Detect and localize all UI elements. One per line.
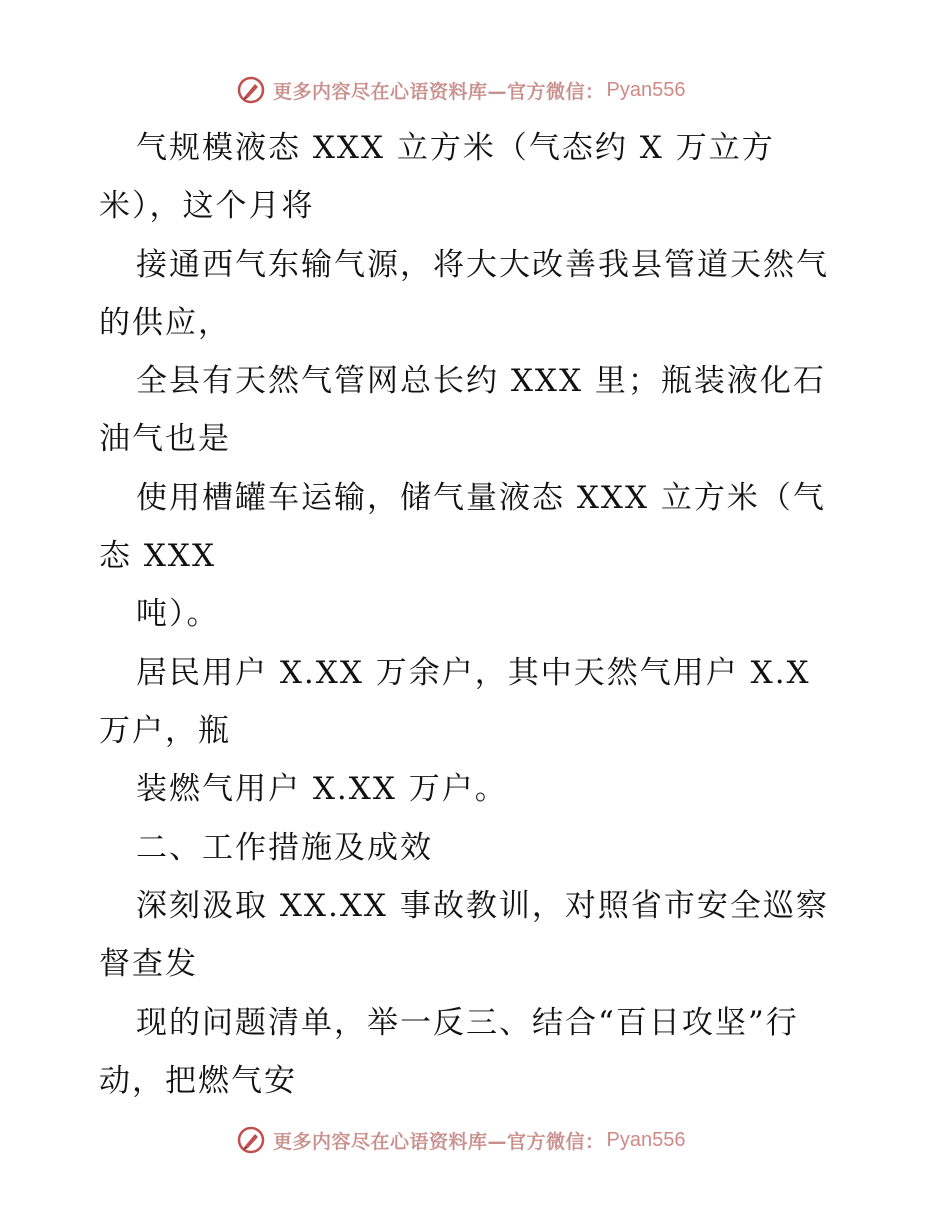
section-heading: 二、工作措施及成效 bbox=[136, 830, 433, 866]
text-line: 吨）。 bbox=[136, 596, 220, 632]
footer-watermark bbox=[237, 1123, 685, 1157]
text-line: 态 XXX bbox=[99, 538, 217, 574]
watermark-account: Pyan556 bbox=[606, 1128, 686, 1151]
text-line: 全县有天然气管网总长约 XXX 里；瓶装液化石 bbox=[136, 363, 826, 399]
text-line: 油气也是 bbox=[99, 421, 231, 457]
text-line: 现的问题清单，举一反三、结合“百日攻坚”行 bbox=[136, 1005, 799, 1041]
text-line: 气规模液态 XXX 立方米（气态约 X 万立方 bbox=[136, 130, 775, 166]
watermark-account: Pyan556 bbox=[606, 78, 686, 101]
text-line: 装燃气用户 X.XX 万户。 bbox=[136, 771, 508, 807]
watermark-text: 更多内容尽在心语资料库—官方微信： bbox=[273, 1130, 605, 1153]
text-line: 米），这个月将 bbox=[99, 188, 315, 224]
text-line: 居民用户 X.XX 万余户，其中天然气用户 X.X bbox=[136, 655, 811, 691]
text-line: 接通西气东输气源，将大大改善我县管道天然气 bbox=[136, 247, 829, 283]
text-line: 督查发 bbox=[99, 946, 198, 982]
pen-logo-icon bbox=[237, 1126, 265, 1154]
text-line: 深刻汲取 XX.XX 事故教训，对照省市安全巡察 bbox=[136, 888, 829, 924]
text-line: 的供应， bbox=[99, 305, 231, 341]
text-line: 万户，瓶 bbox=[99, 713, 231, 749]
watermark-text: 更多内容尽在心语资料库—官方微信： bbox=[273, 80, 605, 103]
text-line: 使用槽罐车运输，储气量液态 XXX 立方米（气 bbox=[136, 480, 826, 516]
text-line: 动，把燃气安 bbox=[99, 1063, 297, 1099]
